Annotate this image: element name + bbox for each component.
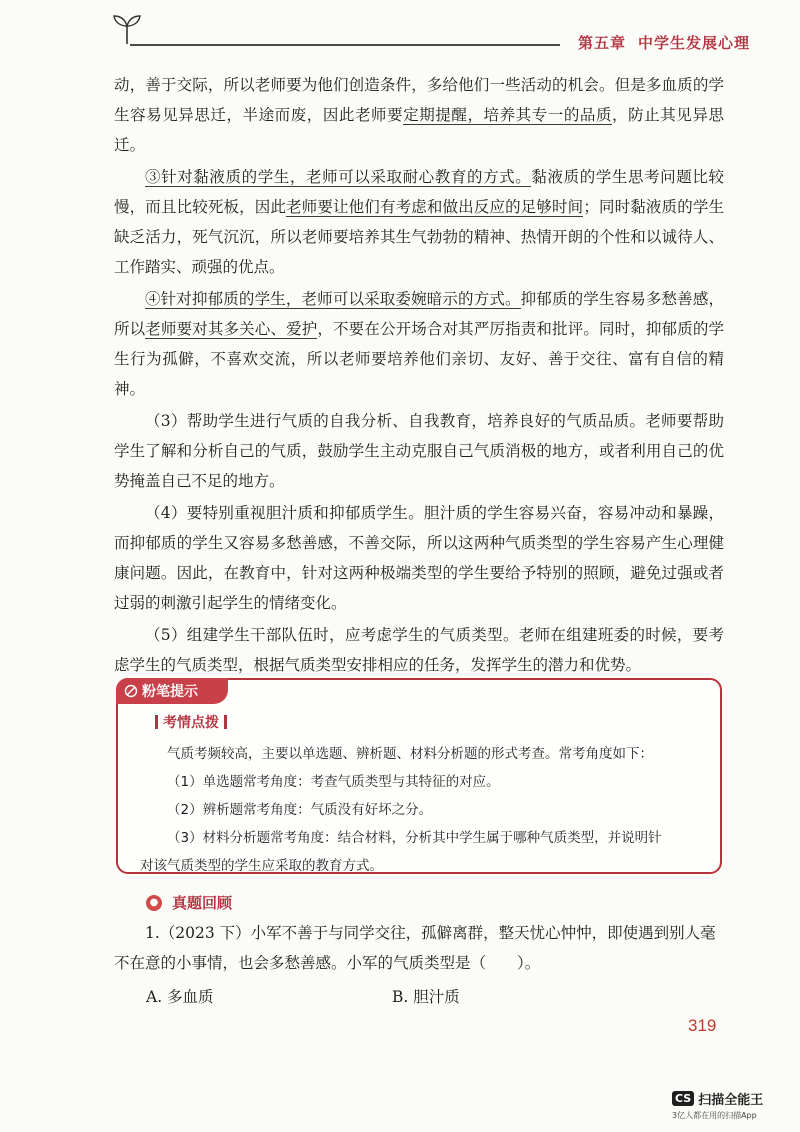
watermark-name: 扫描全能王 (698, 1093, 764, 1108)
sprout-icon (110, 12, 144, 46)
tips-item-1: （1）单选题常考角度：考查气质类型与其特征的对应。 (167, 774, 500, 790)
underlined-phrase: 老师要对其多关心、爱护 (145, 320, 318, 338)
paragraph-melancholic: ④针对抑郁质的学生，老师可以采取委婉暗示的方式。抑郁质的学生容易多愁善感，所以老师要对其多关心、爱护，不要在公开场合对其严厉指责和批评。同时，抑郁质的学生行为孤僻，不喜欢交流，所以老师要培养他们亲切、友好、善于交往、富有自信的精神。 (114, 290, 724, 398)
tips-tab (116, 678, 228, 704)
underlined-phrase: ③针对黏液质的学生，老师可以采取耐心教育的方式。 (145, 168, 532, 186)
paragraph-student-cadres: （5）组建学生干部队伍时，应考虑学生的气质类型。老师在组建班委的时候，要考虑学生的气质类型，根据气质类型安排相应的任务，发挥学生的潜力和优势。 (114, 626, 724, 674)
question-text: 1.（2023 下）小军不善于与同学交往，孤僻离群，整天忧心忡忡，即使遇到别人毫不在意的小事情，也会多愁善感。小军的气质类型是（ ）。 (114, 924, 716, 972)
exam-analysis-label: 考情点拨 (163, 715, 219, 731)
page-header (110, 8, 750, 58)
option-a: A. 多血质 (146, 988, 214, 1006)
question-options (146, 982, 666, 1012)
chapter-heading (578, 32, 750, 53)
tips-item-2: （2）辨析题常考角度：气质没有好坏之分。 (167, 802, 433, 818)
underlined-phrase: 老师要让他们有考虑和做出反应的足够时间 (286, 198, 584, 216)
chapter-number: 第五章 (577, 34, 626, 52)
chalk-icon (124, 684, 138, 698)
chapter-title: 中学生发展心理 (637, 34, 750, 52)
tips-tab-label: 粉笔提示 (142, 684, 198, 700)
review-title: 真题回顾 (172, 894, 233, 912)
paragraph-special-attention: （4）要特别重视胆汁质和抑郁质学生。胆汁质的学生容易兴奋，容易冲动和暴躁，而抑郁质的学生又容易多愁善感，不善交际，所以这两种气质类型的学生容易产生心理健康问题。因此，在教育中，针对这两种极端类型的学生要给予特别的照顾，避免过强或者过弱的刺激引起学生的情绪变化。 (114, 504, 724, 612)
paragraph-self-analysis: （3）帮助学生进行气质的自我分析、自我教育，培养良好的气质品质。老师要帮助学生了解和分析自己的气质，鼓励学生主动克服自己气质消极的地方，或者利用自己的优势掩盖自己不足的地方。 (114, 412, 724, 490)
underlined-phrase: 定期提醒，培养其专一的品质 (403, 106, 613, 124)
review-dot-icon: ● (146, 895, 162, 911)
tips-item-3b: 对该气质类型的学生应采取的教育方式。 (140, 858, 383, 874)
tips-content (140, 740, 710, 880)
header-rule (130, 44, 560, 46)
camscanner-logo-icon: CS (672, 1091, 694, 1106)
underlined-phrase: ④针对抑郁质的学生，老师可以采取委婉暗示的方式。 (145, 290, 521, 308)
option-b: B. 胆汁质 (392, 988, 460, 1006)
tips-box (116, 678, 722, 874)
tips-intro: 气质考频较高，主要以单选题、辨析题、材料分析题的形式考查。常考角度如下： (167, 746, 653, 762)
question-1 (114, 918, 726, 978)
exam-analysis-tag (150, 712, 232, 732)
page-number: 319 (688, 1016, 717, 1035)
tips-item-3a: （3）材料分析题常考角度：结合材料，分析其中学生属于哪种气质类型，并说明针 (167, 830, 662, 846)
review-heading (146, 892, 232, 913)
watermark-tagline: 3亿人都在用的扫描App (672, 1111, 757, 1120)
paragraph-phlegmatic: ③针对黏液质的学生，老师可以采取耐心教育的方式。黏液质的学生思考问题比较慢，而且比较死板，因此老师要让他们有考虑和做出反应的足够时间；同时黏液质的学生缺乏活力，死气沉沉，所以老师要培养其生气勃勃的精神、热情开朗的个性和以诚待人、工作踏实、顽强的优点。 (114, 168, 724, 276)
body-text (114, 70, 724, 682)
paragraph-sanguine: 动，善于交际，所以老师要为他们创造条件，多给他们一些活动的机会。但是多血质的学生容易见异思迁，半途而废，因此老师要定期提醒，培养其专一的品质，防止其见异思迁。 (114, 76, 724, 154)
scanner-watermark (672, 1088, 763, 1121)
